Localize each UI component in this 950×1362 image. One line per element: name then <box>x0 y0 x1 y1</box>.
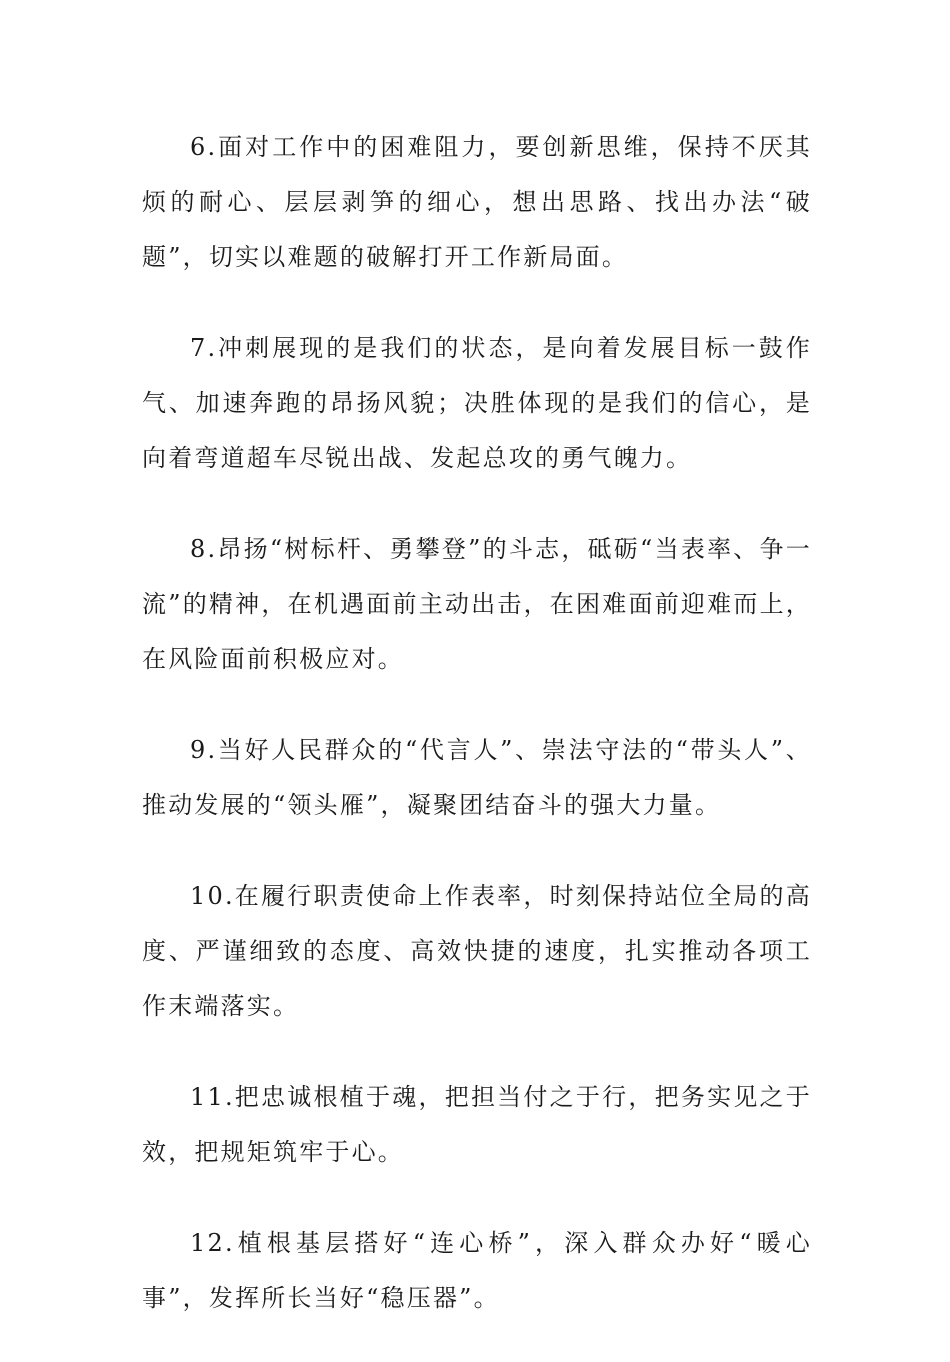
paragraph-12: 12.植根基层搭好“连心桥”，深入群众办好“暖心事”，发挥所长当好“稳压器”。 <box>142 1229 812 1312</box>
document-body <box>142 120 812 1362</box>
paragraph-7: 7.冲刺展现的是我们的状态，是向着发展目标一鼓作气、加速奔跑的昂扬风貌；决胜体现的是我们的信心，是向着弯道超车尽锐出战、发起总攻的勇气魄力。 <box>142 334 812 472</box>
paragraph-9: 9.当好人民群众的“代言人”、崇法守法的“带头人”、推动发展的“领头雁”，凝聚团结奋斗的强大力量。 <box>142 736 812 819</box>
paragraph-6: 6.面对工作中的困难阻力，要创新思维，保持不厌其烦的耐心、层层剥笋的细心，想出思路、找出办法“破题”，切实以难题的破解打开工作新局面。 <box>142 133 812 271</box>
paragraph-11: 11.把忠诚根植于魂，把担当付之于行，把务实见之于效，把规矩筑牢于心。 <box>142 1083 812 1166</box>
paragraph-8: 8.昂扬“树标杆、勇攀登”的斗志，砥砺“当表率、争一流”的精神，在机遇面前主动出击，在困难面前迎难而上，在风险面前积极应对。 <box>142 535 812 673</box>
paragraph-10: 10.在履行职责使命上作表率，时刻保持站位全局的高度、严谨细致的态度、高效快捷的速度，扎实推动各项工作末端落实。 <box>142 882 812 1020</box>
